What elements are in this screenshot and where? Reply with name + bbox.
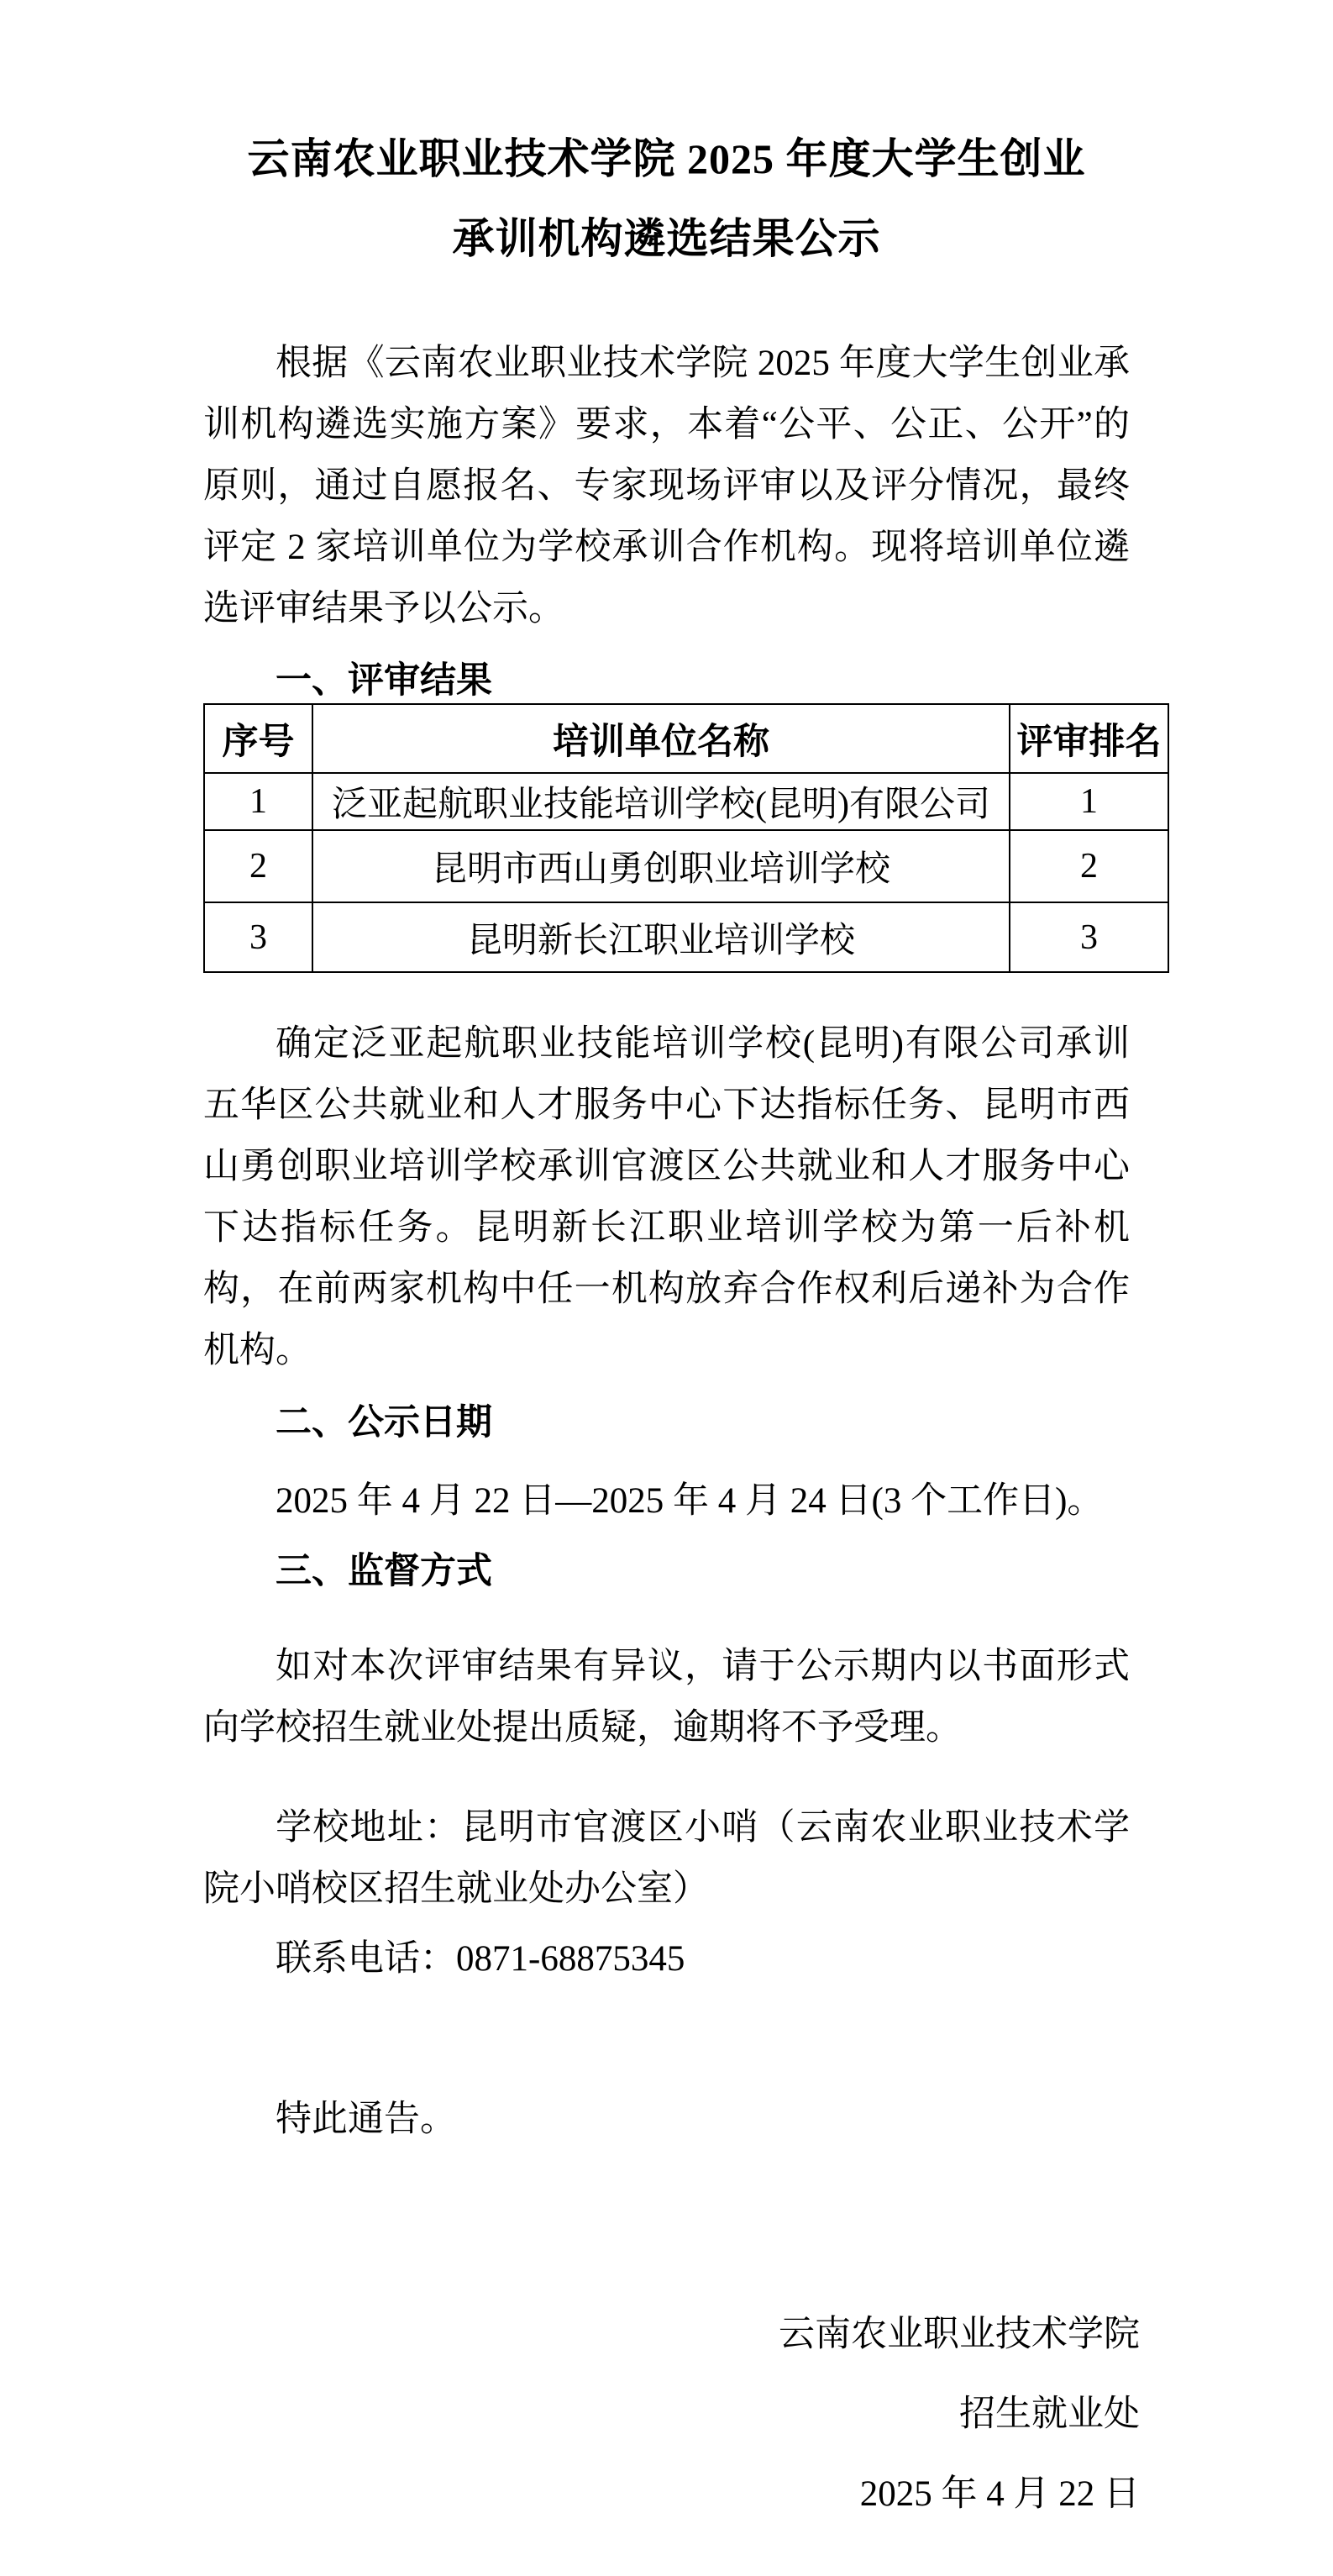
document-title-line2: 承训机构遴选结果公示 — [452, 215, 881, 262]
document-title-line1: 云南农业职业技术学院 2025 年度大学生创业 — [247, 135, 1086, 182]
table-header-row — [204, 704, 1168, 773]
table-cell: 1 — [1010, 773, 1168, 830]
table-cell: 1 — [204, 773, 312, 830]
table-row — [204, 773, 1168, 830]
section2-heading: 二、公示日期 — [276, 1402, 492, 1443]
table-header-name: 培训单位名称 — [312, 704, 1010, 773]
section1-heading: 一、评审结果 — [276, 660, 492, 701]
table-cell: 昆明新长江职业培训学校 — [312, 902, 1010, 972]
table-row — [204, 830, 1168, 902]
document-title — [203, 119, 1130, 279]
table-cell: 2 — [204, 830, 312, 902]
results-table — [203, 703, 1169, 973]
table-header-no: 序号 — [204, 704, 312, 773]
signature-date: 2025 年 4 月 22 日 — [859, 2474, 1140, 2514]
publicity-date: 2025 年 4 月 22 日—2025 年 4 月 24 日(3 个工作日)。 — [276, 1481, 1104, 1521]
signature-block — [203, 2295, 1140, 2534]
signature-dept: 招生就业处 — [959, 2395, 1140, 2434]
table-cell: 昆明市西山勇创职业培训学校 — [312, 830, 1010, 902]
school-address: 学校地址：昆明市官渡区小哨（云南农业职业技术学院小哨校区招生就业处办公室） — [203, 1808, 1130, 1909]
contact-phone: 联系电话：0871-68875345 — [276, 1939, 685, 1979]
table-header-rank: 评审排名 — [1010, 704, 1168, 773]
section3-heading: 三、监督方式 — [276, 1551, 492, 1591]
table-row — [204, 902, 1168, 972]
result-paragraph: 确定泛亚起航职业技能培训学校(昆明)有限公司承训五华区公共就业和人才服务中心下达指标任务、昆明市西山勇创职业培训学校承训官渡区公共就业和人才服务中心下达指标任务。昆明新长江职业培训学校为第一后补机构，在前两家机构中任一机构放弃合作权利后递补为合作机构。 — [203, 1024, 1130, 1370]
table-cell: 2 — [1010, 830, 1168, 902]
table-cell: 3 — [204, 902, 312, 972]
table-cell: 3 — [1010, 902, 1168, 972]
signature-org: 云南农业职业技术学院 — [779, 2315, 1140, 2354]
objection-paragraph: 如对本次评审结果有异议，请于公示期内以书面形式向学校招生就业处提出质疑，逾期将不予受理。 — [203, 1647, 1130, 1748]
results-table-body — [204, 773, 1168, 972]
table-cell: 泛亚起航职业技能培训学校(昆明)有限公司 — [312, 773, 1010, 830]
intro-paragraph: 根据《云南农业职业技术学院 2025 年度大学生创业承训机构遴选实施方案》要求，本着“公平、公正、公开”的原则，通过自愿报名、专家现场评审以及评分情况，最终评定 2 家培训单位为学校承训合作机构。现将培训单位遴选评审结果予以公示。 — [203, 344, 1130, 628]
closing-note: 特此通告。 — [276, 2100, 456, 2139]
